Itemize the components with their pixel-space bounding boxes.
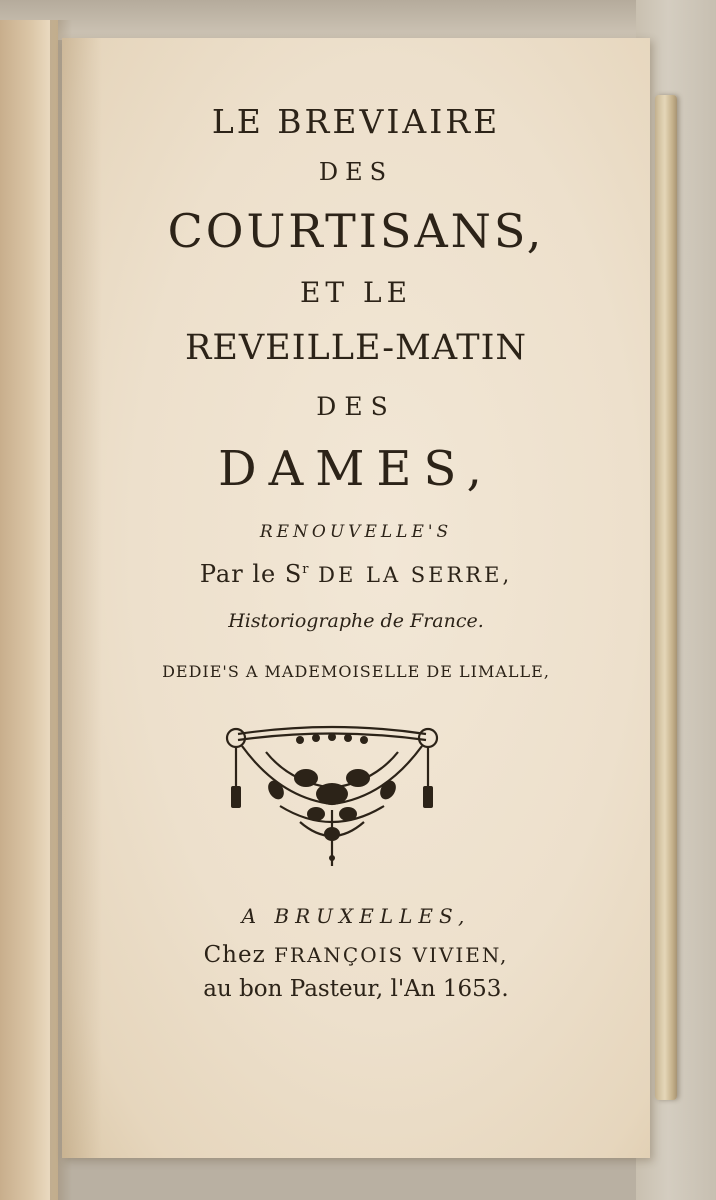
author-title: Historiographe de France.: [228, 610, 484, 632]
book-fore-edge: [655, 95, 677, 1100]
place-line: A BRUXELLES,: [241, 904, 471, 928]
renouvelles-line: RENOUVELLE'S: [259, 522, 453, 542]
title-line-et-le: ET LE: [299, 276, 413, 309]
title-page: [62, 38, 650, 1158]
background-top: [0, 0, 716, 40]
author-name: DE LA SERRE,: [318, 563, 513, 587]
author-prefix: Par le S: [199, 560, 303, 588]
publisher-name: FRANÇOIS VIVIEN,: [274, 943, 509, 967]
dedication-line: DEDIE'S A MADEMOISELLE DE LIMALLE,: [162, 662, 550, 681]
title-line-courtisans: COURTISANS,: [167, 204, 545, 258]
vignette-ornament-icon: [220, 718, 444, 868]
imprint-line: au bon Pasteur, l'An 1653.: [203, 976, 509, 1002]
title-line-reveille-matin: REVEILLE-MATIN: [184, 328, 528, 368]
title-line-dames: DAMES,: [218, 441, 494, 497]
title-line-des-2: DES: [316, 392, 396, 421]
title-line-des-1: DES: [318, 158, 394, 186]
publisher-prefix: Chez: [203, 942, 266, 968]
title-line-le-breviaire: LE BREVIAIRE: [211, 102, 501, 141]
publisher-line: [62, 942, 650, 968]
author-line: [62, 560, 650, 588]
author-sup: r: [302, 562, 310, 577]
